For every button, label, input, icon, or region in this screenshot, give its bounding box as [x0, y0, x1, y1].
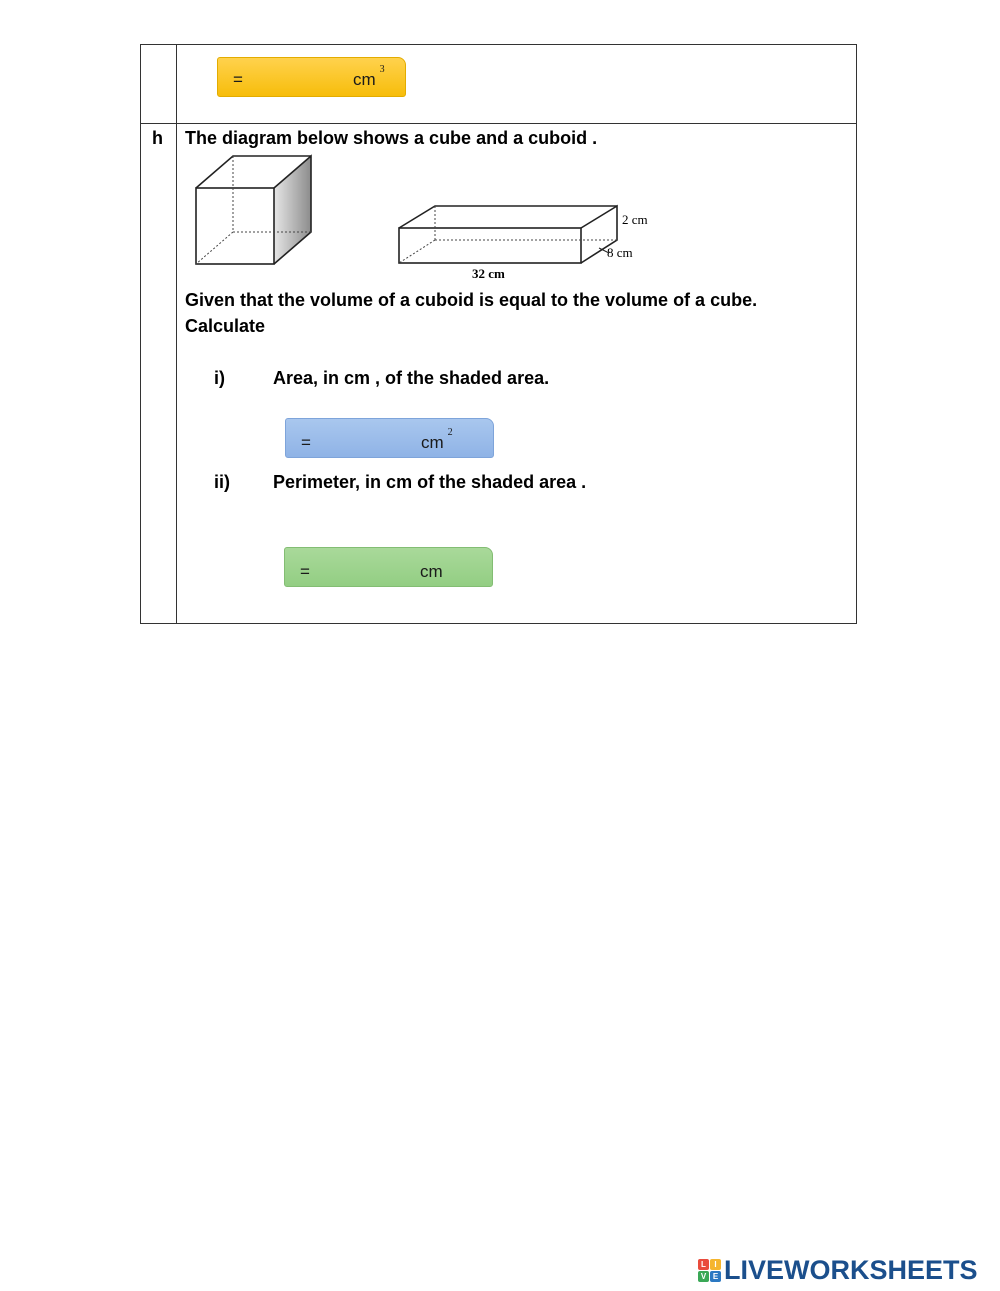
column-divider [176, 44, 177, 624]
liveworksheets-logo [698, 1255, 978, 1285]
part-i-number: i) [214, 368, 225, 388]
dimension-height: 2 cm [622, 212, 648, 227]
answer-equals: = [301, 433, 311, 452]
question-intro: The diagram below shows a cube and a cuboid . [185, 128, 598, 148]
answer-box-volume[interactable] [217, 57, 406, 97]
table-border-right [856, 44, 857, 624]
table-border-bottom [140, 623, 857, 624]
logo-tile: I [710, 1259, 721, 1270]
table-border-top [140, 44, 857, 45]
dimension-length: 32 cm [472, 266, 505, 281]
answer-equals: = [233, 70, 243, 89]
logo-tile: L [698, 1259, 709, 1270]
part-i-question: Area, in cm , of the shaded area. [273, 368, 550, 388]
answer-box-area[interactable] [285, 418, 494, 458]
part-ii-question: Perimeter, in cm of the shaded area . [273, 472, 587, 492]
answer-unit: $cm^3$ [353, 64, 385, 89]
answer-unit: cm [420, 562, 443, 581]
logo-tiles [698, 1259, 721, 1282]
calculate-instruction: Calculate [185, 316, 266, 336]
given-statement: Given that the volume of a cuboid is equal to the volume of a cube. [185, 290, 758, 310]
cube-diagram [190, 152, 315, 270]
answer-box-perimeter[interactable] [284, 547, 493, 587]
row-label: h [152, 128, 163, 148]
row-divider [140, 123, 857, 124]
logo-tile: V [698, 1271, 709, 1282]
logo-tile: E [710, 1271, 721, 1282]
dimension-depth: 8 cm [607, 245, 633, 260]
part-ii-number: ii) [214, 472, 230, 492]
table-border-left [140, 44, 141, 624]
logo-wordmark: LIVEWORKSHEETS [724, 1254, 978, 1285]
answer-unit: $cm^2$ [421, 427, 453, 452]
answer-equals: = [300, 562, 310, 581]
